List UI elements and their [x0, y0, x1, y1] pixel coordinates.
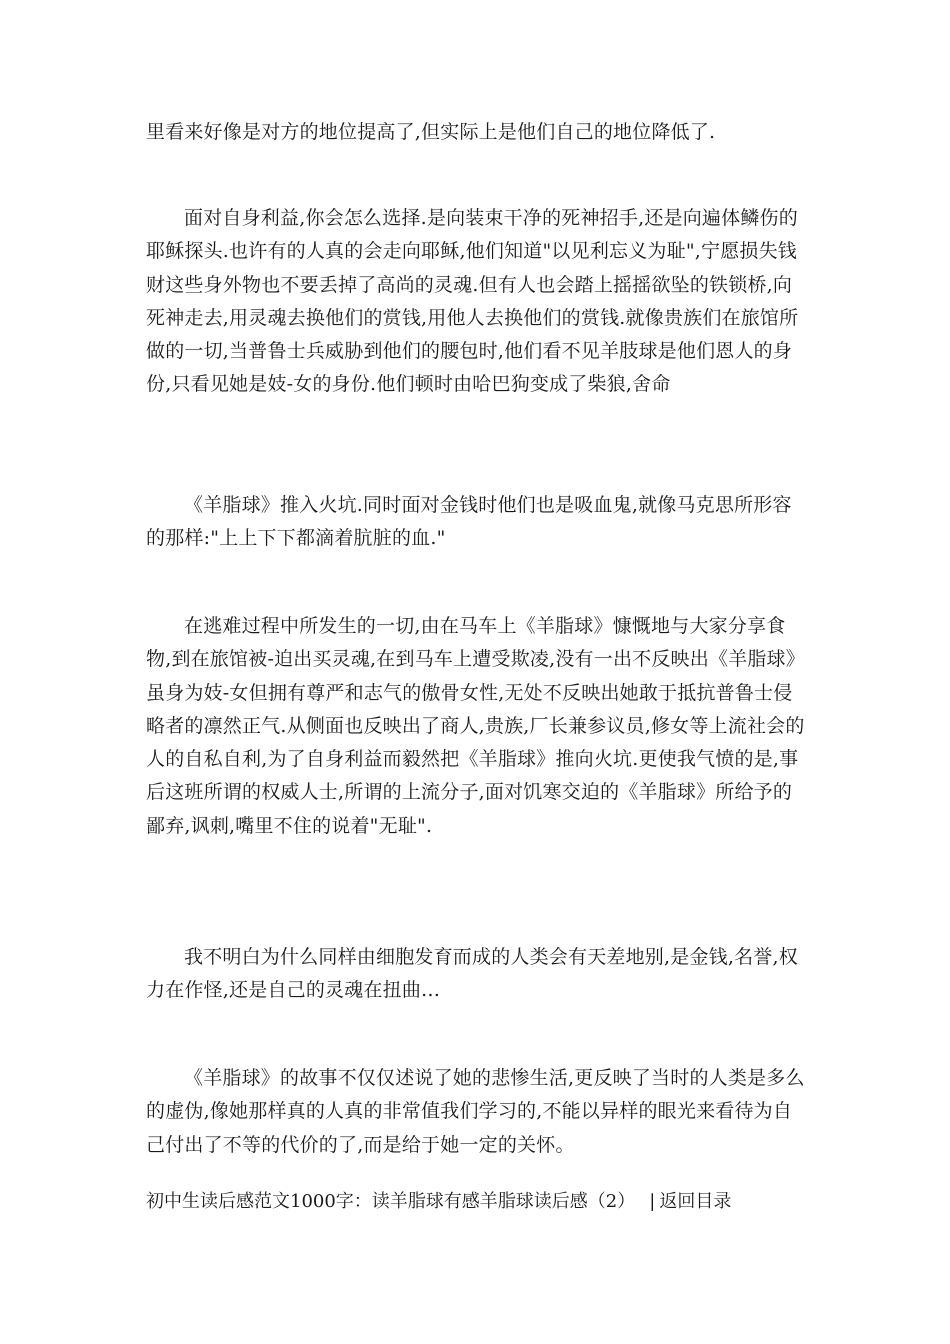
paragraph-vampire: 《羊脂球》推入火坑.同时面对金钱时他们也是吸血鬼,就像马克思所形容的那样:"上上下下都滴着肮脏的血." [146, 494, 792, 550]
paragraph-self-interest: 面对自身利益,你会怎么选择.是向装束干净的死神招手,还是向遍体鳞伤的耶稣探头.也许有的人真的会走向耶稣,他们知道"以见利忘义为耻",宁愿损失钱财这些身外物也不要丢掉了高尚的灵魂.但有人也会踏上摇摇欲坠的铁锁桥,向死神走去,用灵魂去换他们的赏钱,用他人去换他们的赏钱.就像贵族们在旅馆所做的一切,当普鲁士兵威胁到他们的腰包时,他们看不见羊肢球是他们恩人的身份,只看见她是妓-女的身份.他们顿时由哈巴狗变成了柴狼,舍命 [146, 207, 799, 396]
footer-separator: | [649, 1191, 656, 1212]
paragraph-continuation: 里看来好像是对方的地位提高了,但实际上是他们自己的地位降低了. [146, 121, 716, 143]
footer-navigation [146, 1188, 810, 1216]
paragraph-question: 我不明白为什么同样由细胞发育而成的人类会有天差地别,是金钱,名誉,权力在作怪,还是自己的灵魂在扭曲… [146, 946, 798, 1002]
article-title-link[interactable]: 初中生读后感范文1000字：读羊脂球有感羊脂球读后感（2） [146, 1191, 636, 1212]
paragraph-conclusion: 《羊脂球》的故事不仅仅述说了她的悲惨生活,更反映了当时的人类是多么的虚伪,像她那样真的人真的非常值我们学习的,不能以异样的眼光来看待为自己付出了不等的代价的了,而是给于她一定的关怀。 [146, 1067, 805, 1156]
back-to-contents-link[interactable]: 返回目录 [659, 1191, 732, 1212]
paragraph-escape: 在逃难过程中所发生的一切,由在马车上《羊脂球》慷慨地与大家分享食物,到在旅馆被-迫出买灵魂,在到马车上遭受欺凌,没有一出不反映出《羊脂球》虽身为妓-女但拥有尊严和志气的傲骨女性,无处不反映出她敢于抵抗普鲁士侵略者的凛然正气.从侧面也反映出了商人,贵族,厂长兼参议员,修女等上流社会的人的自私自利,为了自身利益而毅然把《羊脂球》推向火坑.更使我气愤的是,事后这班所谓的权威人士,所谓的上流分子,面对饥寒交迫的《羊脂球》所给予的鄙弃,讽刺,嘴里不住的说着"无耻". [146, 615, 805, 837]
